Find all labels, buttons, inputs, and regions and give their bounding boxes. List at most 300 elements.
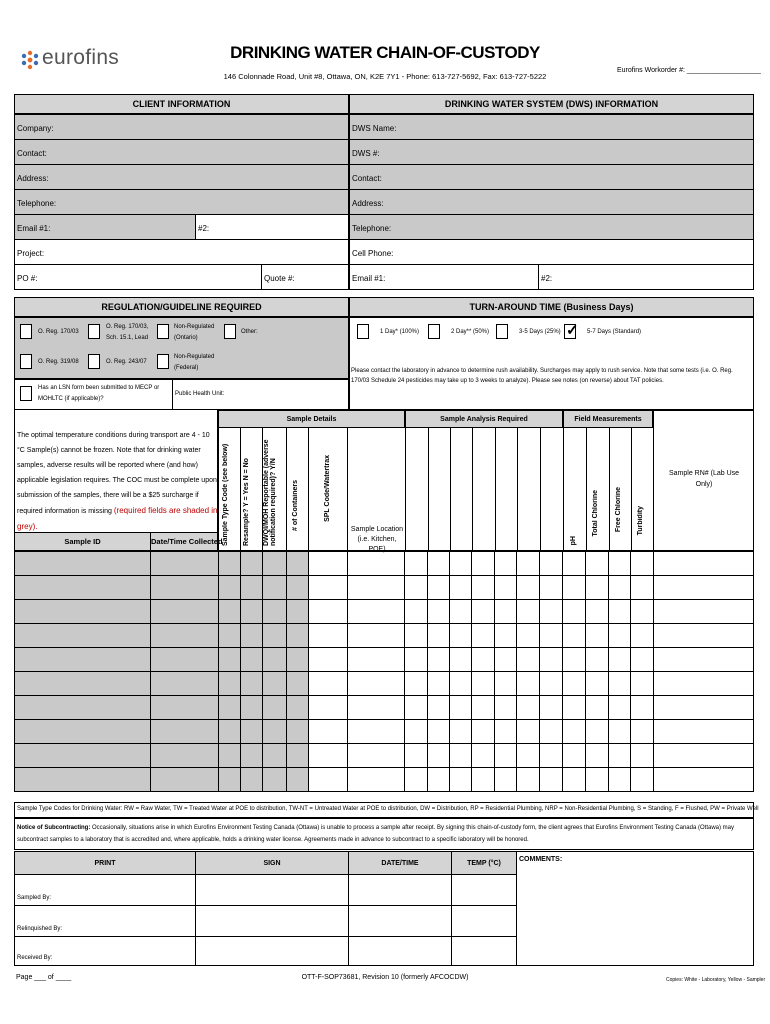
table-cell[interactable] — [472, 744, 495, 768]
tat-2day-label: 2 Day** (50%) — [451, 329, 490, 335]
table-cell[interactable] — [308, 552, 347, 576]
table-cell[interactable] — [262, 720, 286, 744]
col-type: Sample Type Code (see below) — [222, 443, 229, 546]
table-cell[interactable] — [540, 672, 563, 696]
o170-sch-checkbox[interactable] — [88, 324, 100, 339]
sampled-by-print[interactable]: Sampled By: — [14, 874, 196, 906]
table-cell[interactable] — [586, 624, 609, 648]
table-cell[interactable] — [150, 768, 218, 792]
table-cell[interactable] — [654, 672, 754, 696]
table-cell[interactable] — [563, 720, 586, 744]
table-cell[interactable] — [347, 552, 405, 576]
table-cell[interactable] — [517, 672, 540, 696]
o243-label: O. Reg. 243/07 — [106, 359, 147, 365]
table-cell[interactable] — [609, 576, 631, 600]
subcontract-text: Occasionally, situations arise in which Eurofins Environment Testing Canada (Ottawa) is unable to process a sample after receipt. By signing this chain-of-custody form, the client agrees that Eurofins Environment Testing Canada (Ottawa) may subcontract samples to a laboratory that is accredited and, where applicable, holds a drinking water license. Agreements made in advance to subcontract to a specific laboratory will be honored. — [17, 825, 734, 843]
other-label: Other: — [241, 329, 258, 335]
table-cell[interactable] — [654, 768, 754, 792]
table-cell[interactable] — [609, 552, 631, 576]
sampled-by-date[interactable] — [348, 874, 452, 906]
sign-heading: SIGN — [195, 851, 349, 875]
client-dws-section — [14, 94, 754, 294]
document-id: OTT-F-SOP73681, Revision 10 (formerly AFCOCDW) — [301, 974, 469, 981]
signoff-section — [14, 851, 754, 966]
col-total-chlorine: Total Chlorine — [592, 490, 599, 537]
table-cell[interactable] — [631, 672, 654, 696]
table-cell[interactable] — [15, 768, 151, 792]
col-spl: SPL Code/Watertrax — [324, 455, 331, 522]
table-cell[interactable] — [472, 672, 495, 696]
table-cell[interactable] — [540, 696, 563, 720]
tat-2day-checkbox[interactable] — [428, 324, 440, 339]
table-cell[interactable] — [450, 576, 472, 600]
tat-1day-label: 1 Day* (100%) — [380, 329, 420, 335]
table-cell[interactable] — [286, 600, 308, 624]
page-number: Page ___ of ____ — [16, 974, 72, 981]
table-cell[interactable] — [286, 648, 308, 672]
email1-field[interactable]: Email #1: — [14, 214, 196, 240]
table-cell[interactable] — [405, 720, 428, 744]
table-cell[interactable] — [240, 768, 262, 792]
table-cell[interactable] — [286, 696, 308, 720]
table-cell[interactable] — [495, 552, 517, 576]
table-cell[interactable] — [262, 744, 286, 768]
sample-analysis-heading: Sample Analysis Required — [405, 410, 563, 428]
table-cell[interactable] — [218, 648, 240, 672]
table-cell[interactable] — [218, 720, 240, 744]
table-cell[interactable] — [240, 648, 262, 672]
col-ph: pH — [570, 536, 577, 546]
table-cell[interactable] — [654, 744, 754, 768]
table-cell[interactable] — [308, 720, 347, 744]
table-cell[interactable] — [405, 648, 428, 672]
table-cell[interactable] — [563, 624, 586, 648]
table-cell[interactable] — [495, 744, 517, 768]
table-cell[interactable] — [405, 768, 428, 792]
dws-number-field[interactable]: DWS #: — [349, 139, 754, 165]
table-cell[interactable] — [262, 624, 286, 648]
table-cell[interactable] — [517, 720, 540, 744]
col-datetime: Date/Time Collected — [150, 532, 218, 551]
datetime-heading: DATE/TIME — [348, 851, 452, 875]
table-cell[interactable] — [495, 600, 517, 624]
table-cell[interactable] — [654, 552, 754, 576]
table-cell[interactable] — [609, 720, 631, 744]
nonreg-ontario-checkbox[interactable] — [157, 324, 169, 339]
table-cell[interactable] — [240, 696, 262, 720]
table-cell[interactable] — [405, 552, 428, 576]
table-cell[interactable] — [586, 576, 609, 600]
dws-cell-field[interactable]: Cell Phone: — [349, 239, 754, 265]
table-cell[interactable] — [586, 648, 609, 672]
table-cell[interactable] — [609, 744, 631, 768]
table-cell[interactable] — [405, 696, 428, 720]
table-cell[interactable] — [428, 552, 450, 576]
table-cell[interactable] — [540, 720, 563, 744]
table-cell[interactable] — [347, 672, 405, 696]
table-cell[interactable] — [347, 720, 405, 744]
table-cell[interactable] — [540, 648, 563, 672]
check-icon: ✓ — [566, 322, 579, 339]
table-cell[interactable] — [586, 672, 609, 696]
tat-5-7day-checkbox[interactable] — [564, 322, 579, 339]
address-field[interactable]: Address: — [14, 164, 349, 190]
table-cell[interactable] — [218, 696, 240, 720]
table-cell[interactable] — [308, 600, 347, 624]
dws-info-heading: DRINKING WATER SYSTEM (DWS) INFORMATION — [349, 94, 754, 114]
table-cell[interactable] — [405, 600, 428, 624]
table-cell[interactable] — [262, 552, 286, 576]
table-cell[interactable] — [563, 552, 586, 576]
table-cell[interactable] — [450, 744, 472, 768]
table-cell[interactable] — [150, 600, 218, 624]
nonreg-federal-label: Non-Regulated (Federal) — [174, 354, 215, 371]
sample-type-codes: Sample Type Codes for Drinking Water: RW = Raw Water, TW = Treated Water at POE to distribution, TW-NT = Untreated Water at POE to distribution, DW = Distribution, RP = Residential Plumbing, NRP = Non-Residential Plumbing, S = Standing, F = Flushed, PW = Private Well — [14, 802, 754, 818]
table-cell[interactable] — [450, 720, 472, 744]
nonreg-ontario-label: Non-Regulated (Ontario) — [174, 324, 215, 341]
table-cell[interactable] — [405, 672, 428, 696]
o170-checkbox[interactable] — [20, 324, 32, 339]
table-cell[interactable] — [609, 624, 631, 648]
telephone-field[interactable]: Telephone: — [14, 189, 349, 215]
table-cell[interactable] — [240, 600, 262, 624]
table-cell[interactable] — [15, 744, 151, 768]
table-cell[interactable] — [609, 672, 631, 696]
table-cell[interactable] — [262, 576, 286, 600]
table-cell[interactable] — [308, 624, 347, 648]
table-cell[interactable] — [428, 672, 450, 696]
table-cell[interactable] — [631, 624, 654, 648]
table-cell[interactable] — [540, 600, 563, 624]
table-cell[interactable] — [540, 552, 563, 576]
table-cell[interactable] — [428, 720, 450, 744]
table-cell[interactable] — [631, 600, 654, 624]
table-cell[interactable] — [472, 552, 495, 576]
table-cell[interactable] — [495, 768, 517, 792]
table-cell[interactable] — [450, 552, 472, 576]
table-row — [15, 624, 754, 648]
col-sample-id: Sample ID — [14, 532, 151, 551]
table-cell[interactable] — [450, 768, 472, 792]
table-cell[interactable] — [609, 600, 631, 624]
table-cell[interactable] — [563, 744, 586, 768]
table-cell[interactable] — [150, 552, 218, 576]
table-cell[interactable] — [286, 624, 308, 648]
relinquished-by-sign[interactable] — [195, 905, 349, 937]
other-checkbox[interactable] — [224, 324, 236, 339]
tat-heading: TURN-AROUND TIME (Business Days) — [349, 297, 754, 317]
contact-field[interactable]: Contact: — [14, 139, 349, 165]
table-cell[interactable] — [262, 672, 286, 696]
table-cell[interactable] — [654, 576, 754, 600]
table-cell[interactable] — [654, 648, 754, 672]
table-cell[interactable] — [218, 744, 240, 768]
table-cell[interactable] — [654, 600, 754, 624]
table-cell[interactable] — [240, 720, 262, 744]
table-cell[interactable] — [262, 648, 286, 672]
table-cell[interactable] — [347, 744, 405, 768]
table-cell[interactable] — [218, 768, 240, 792]
o319-label: O. Reg. 319/08 — [38, 359, 79, 365]
table-cell[interactable] — [286, 576, 308, 600]
table-cell[interactable] — [347, 576, 405, 600]
sample-table — [14, 551, 754, 792]
table-cell[interactable] — [563, 672, 586, 696]
table-cell[interactable] — [405, 624, 428, 648]
table-cell[interactable] — [286, 744, 308, 768]
table-cell[interactable] — [15, 696, 151, 720]
table-cell[interactable] — [609, 696, 631, 720]
table-cell[interactable] — [286, 720, 308, 744]
table-cell[interactable] — [495, 648, 517, 672]
comments-field[interactable]: COMMENTS: — [516, 851, 754, 966]
table-cell[interactable] — [517, 600, 540, 624]
table-cell[interactable] — [495, 672, 517, 696]
o170-label: O. Reg. 170/03 — [38, 329, 79, 335]
table-cell[interactable] — [15, 648, 151, 672]
table-cell[interactable] — [428, 768, 450, 792]
table-cell[interactable] — [631, 768, 654, 792]
received-by-print[interactable]: Received By: — [14, 936, 196, 966]
temp-heading: TEMP (°C) — [451, 851, 517, 875]
company-field[interactable]: Company: — [14, 114, 349, 140]
table-cell[interactable] — [517, 648, 540, 672]
sampled-by-temp[interactable] — [451, 874, 517, 906]
table-cell[interactable] — [308, 696, 347, 720]
table-cell[interactable] — [517, 576, 540, 600]
col-location: Sample Location (i.e. Kitchen, POE) — [350, 526, 404, 553]
col-rn: Sample RN# (Lab Use Only) — [668, 470, 740, 488]
table-cell[interactable] — [563, 576, 586, 600]
table-cell[interactable] — [517, 696, 540, 720]
po-field[interactable]: PO #: — [14, 264, 262, 290]
table-cell[interactable] — [428, 624, 450, 648]
table-cell[interactable] — [495, 624, 517, 648]
table-cell[interactable] — [450, 648, 472, 672]
table-row — [15, 768, 754, 792]
field-measurements-heading: Field Measurements — [563, 410, 653, 428]
dws-telephone-field[interactable]: Telephone: — [349, 214, 754, 240]
table-cell[interactable] — [308, 672, 347, 696]
table-cell[interactable] — [428, 648, 450, 672]
subcontract-label: Notice of Subcontracting: — [17, 825, 91, 831]
dws-email2-field[interactable]: #2: — [538, 264, 754, 290]
table-cell[interactable] — [586, 720, 609, 744]
table-cell[interactable] — [347, 624, 405, 648]
table-cell[interactable] — [262, 696, 286, 720]
table-cell[interactable] — [472, 600, 495, 624]
table-cell[interactable] — [262, 600, 286, 624]
table-cell[interactable] — [286, 552, 308, 576]
col-turbidity: Turbidity — [637, 506, 644, 536]
table-cell[interactable] — [428, 696, 450, 720]
table-cell[interactable] — [586, 600, 609, 624]
relinquished-by-date[interactable] — [348, 905, 452, 937]
table-cell[interactable] — [262, 768, 286, 792]
lab-address: 146 Colonnade Road, Unit #8, Ottawa, ON, K2E 7Y1 - Phone: 613-727-5692, Fax: 613-727-5222 — [223, 72, 547, 81]
table-cell[interactable] — [15, 600, 151, 624]
table-row — [15, 648, 754, 672]
o319-checkbox[interactable] — [20, 354, 32, 369]
table-cell[interactable] — [495, 576, 517, 600]
table-cell[interactable] — [563, 696, 586, 720]
workorder-field[interactable]: Eurofins Workorder #: ___________________ — [617, 67, 761, 74]
table-cell[interactable] — [586, 744, 609, 768]
table-cell[interactable] — [631, 648, 654, 672]
table-cell[interactable] — [347, 696, 405, 720]
received-by-temp[interactable] — [451, 936, 517, 966]
table-cell[interactable] — [240, 744, 262, 768]
table-cell[interactable] — [347, 648, 405, 672]
table-cell[interactable] — [517, 552, 540, 576]
table-cell[interactable] — [15, 672, 151, 696]
sample-details-heading: Sample Details — [218, 410, 405, 428]
table-cell[interactable] — [654, 696, 754, 720]
table-cell[interactable] — [472, 576, 495, 600]
o243-checkbox[interactable] — [88, 354, 100, 369]
received-by-sign[interactable] — [195, 936, 349, 966]
table-cell[interactable] — [428, 600, 450, 624]
table-cell[interactable] — [654, 624, 754, 648]
table-cell[interactable] — [540, 768, 563, 792]
print-heading: PRINT — [14, 851, 196, 875]
table-cell[interactable] — [150, 624, 218, 648]
table-cell[interactable] — [150, 744, 218, 768]
table-cell[interactable] — [218, 576, 240, 600]
email2-field[interactable]: #2: — [195, 214, 349, 240]
table-row — [15, 600, 754, 624]
table-cell[interactable] — [286, 768, 308, 792]
table-cell[interactable] — [540, 744, 563, 768]
table-cell[interactable] — [218, 672, 240, 696]
table-cell[interactable] — [286, 672, 308, 696]
table-cell[interactable] — [631, 576, 654, 600]
table-cell[interactable] — [308, 744, 347, 768]
tat-5-7day-label: 5-7 Days (Standard) — [587, 329, 642, 335]
table-cell[interactable] — [15, 552, 151, 576]
table-cell[interactable] — [347, 600, 405, 624]
project-field[interactable]: Project: — [14, 239, 349, 265]
lsn-checkbox[interactable] — [20, 386, 32, 401]
sample-note: The optimal temperature conditions during transport are 4 - 10 °C Sample(s) cannot be frozen. Note that for drinking water samples, adverse results will be reported where (and how) applicable legislation requires. The COC must be complete upon submission of the samples, there will be a $25 surcharge if required information is missing (required fields are shaded in grey). — [17, 432, 218, 531]
table-cell[interactable] — [218, 624, 240, 648]
table-cell[interactable] — [15, 624, 151, 648]
table-cell[interactable] — [15, 576, 151, 600]
subcontract-notice — [14, 818, 754, 850]
relinquished-by-temp[interactable] — [451, 905, 517, 937]
table-cell[interactable] — [405, 576, 428, 600]
tat-note: Please contact the laboratory in advance to determine rush availability. Surcharges may apply to rush service. Note that some tests (i.e. O. Reg. 170/03 Schedule 24 pesticides may take up to 3 weeks to analyze). Please see notes (on reverse) about TAT policies. — [351, 368, 733, 384]
table-cell[interactable] — [218, 552, 240, 576]
col-containers: # of Containers — [292, 480, 299, 531]
table-cell[interactable] — [450, 600, 472, 624]
table-cell[interactable] — [540, 624, 563, 648]
table-cell[interactable] — [405, 744, 428, 768]
table-cell[interactable] — [517, 744, 540, 768]
public-health-field[interactable]: Public Health Unit: — [172, 379, 350, 410]
table-cell[interactable] — [586, 768, 609, 792]
sampled-by-sign[interactable] — [195, 874, 349, 906]
table-cell[interactable] — [517, 768, 540, 792]
table-cell[interactable] — [240, 672, 262, 696]
table-cell[interactable] — [563, 648, 586, 672]
table-cell[interactable] — [631, 720, 654, 744]
table-row — [15, 552, 754, 576]
quote-field[interactable]: Quote #: — [261, 264, 349, 290]
table-cell[interactable] — [240, 624, 262, 648]
table-cell[interactable] — [308, 576, 347, 600]
table-row — [15, 696, 754, 720]
table-cell[interactable] — [428, 576, 450, 600]
table-cell[interactable] — [472, 768, 495, 792]
table-cell[interactable] — [609, 768, 631, 792]
table-cell[interactable] — [347, 768, 405, 792]
lsn-label: Has an LSN form been submitted to MECP or MOHLTC (if applicable)? — [38, 385, 160, 402]
table-cell[interactable] — [240, 552, 262, 576]
table-cell[interactable] — [450, 696, 472, 720]
page-title: DRINKING WATER CHAIN-OF-CUSTODY — [230, 43, 540, 62]
table-cell[interactable] — [450, 624, 472, 648]
table-cell[interactable] — [631, 552, 654, 576]
tat-1day-checkbox[interactable] — [357, 324, 369, 339]
dws-email1-field[interactable]: Email #1: — [349, 264, 539, 290]
col-free-chlorine: Free Chlorine — [615, 487, 622, 533]
col-dwqi: DWQI/MOH Reportable (adverse notification required)? Y/N — [263, 439, 277, 546]
dws-contact-field[interactable]: Contact: — [349, 164, 754, 190]
table-cell[interactable] — [240, 576, 262, 600]
table-row — [15, 720, 754, 744]
dws-address-field[interactable]: Address: — [349, 189, 754, 215]
logo-text: eurofins — [42, 46, 120, 69]
table-cell[interactable] — [517, 624, 540, 648]
table-cell[interactable] — [495, 720, 517, 744]
table-cell[interactable] — [631, 744, 654, 768]
table-cell[interactable] — [472, 648, 495, 672]
table-cell[interactable] — [563, 768, 586, 792]
table-cell[interactable] — [472, 624, 495, 648]
table-cell[interactable] — [609, 648, 631, 672]
tat-3-5day-checkbox[interactable] — [496, 324, 508, 339]
table-cell[interactable] — [428, 744, 450, 768]
table-cell[interactable] — [150, 648, 218, 672]
relinquished-by-print[interactable]: Relinquished By: — [14, 905, 196, 937]
table-cell[interactable] — [540, 576, 563, 600]
table-cell[interactable] — [472, 696, 495, 720]
table-cell[interactable] — [150, 576, 218, 600]
table-cell[interactable] — [563, 600, 586, 624]
table-cell[interactable] — [150, 720, 218, 744]
table-cell[interactable] — [150, 696, 218, 720]
table-cell[interactable] — [586, 696, 609, 720]
tat-3-5day-label: 3-5 Days (25%) — [519, 329, 561, 335]
table-cell[interactable] — [586, 552, 609, 576]
table-cell[interactable] — [308, 648, 347, 672]
table-cell[interactable] — [15, 720, 151, 744]
received-by-date[interactable] — [348, 936, 452, 966]
table-cell[interactable] — [450, 672, 472, 696]
nonreg-federal-checkbox[interactable] — [157, 354, 169, 369]
table-cell[interactable] — [218, 600, 240, 624]
dws-name-field[interactable]: DWS Name: — [349, 114, 754, 140]
client-info-heading: CLIENT INFORMATION — [14, 94, 349, 114]
table-cell[interactable] — [150, 672, 218, 696]
table-cell[interactable] — [631, 696, 654, 720]
table-cell[interactable] — [654, 720, 754, 744]
o170-sch-label: O. Reg. 170/03, Sch. 15.1, Lead — [106, 324, 149, 341]
table-cell[interactable] — [495, 696, 517, 720]
table-cell[interactable] — [472, 720, 495, 744]
table-cell[interactable] — [308, 768, 347, 792]
